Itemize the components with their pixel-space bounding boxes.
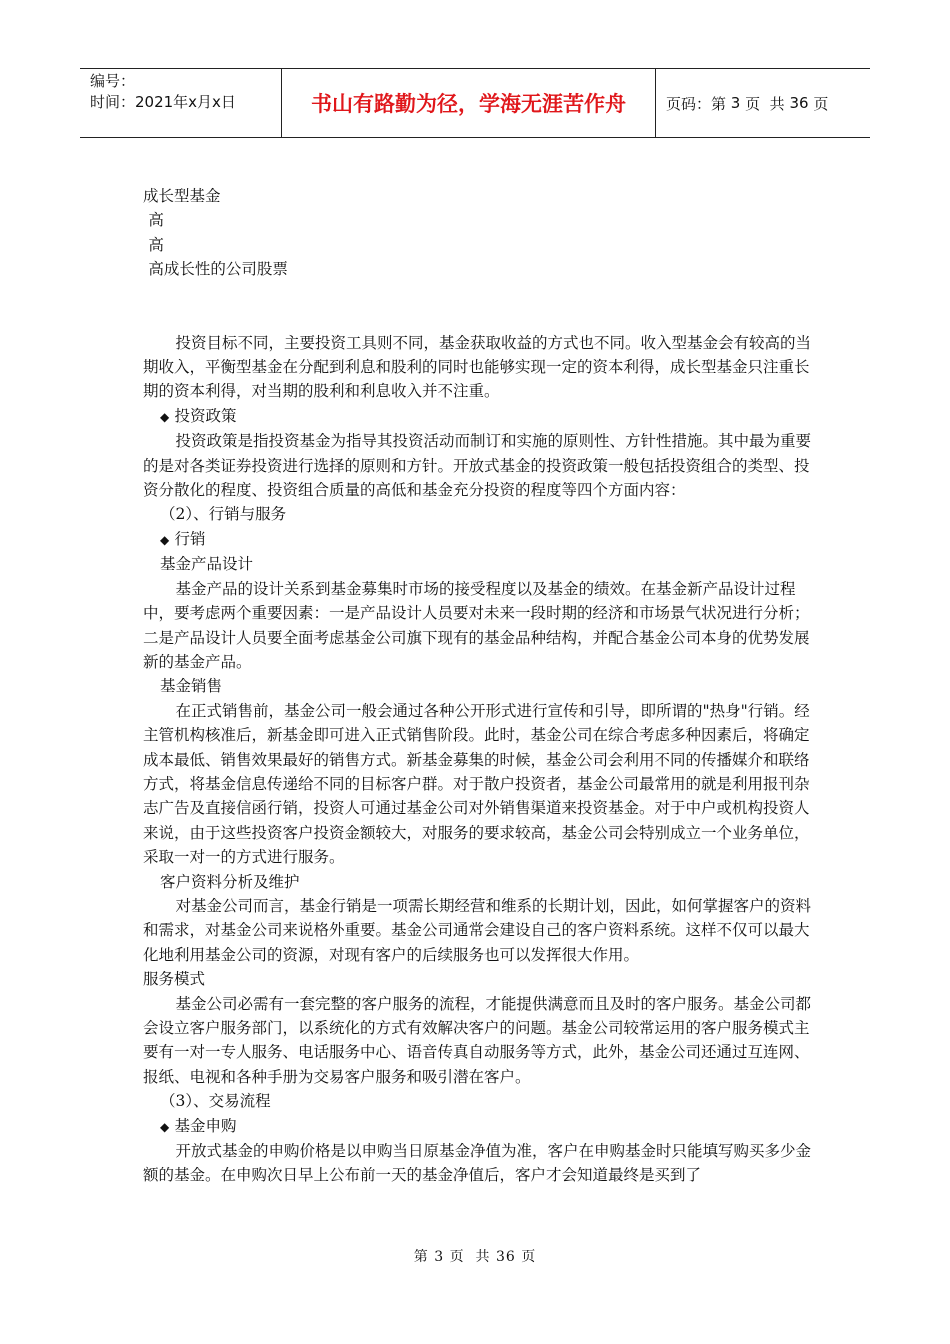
bullet-heading: ◆ 投资政策 [143, 404, 813, 429]
spacer [143, 282, 813, 331]
header-page-number [656, 69, 870, 137]
header-motto: 书山有路勤为径，学海无涯苦作舟 [282, 69, 656, 137]
subheading: 服务模式 [143, 970, 206, 989]
diamond-bullet-icon: ◆ [160, 1119, 170, 1134]
bullet-heading: ◆ 基金申购 [143, 1114, 813, 1139]
diamond-bullet-icon: ◆ [160, 409, 170, 424]
bullet-heading: ◆ 行销 [143, 527, 813, 552]
document-body [143, 184, 813, 1188]
paragraph: 投资目标不同，主要投资工具则不同，基金获取收益的方式也不同。收入型基金会有较高的当期收入，平衡型基金在分配到利息和股利的同时也能够实现一定的资本利得，成长型基金只注重长期的资本利得，对当期的股利和利息收入并不注重。 [143, 333, 812, 401]
page-middle: 页 共 [745, 94, 785, 113]
subheading: 基金销售 [160, 677, 223, 696]
page-prefix: 页码：第 [666, 94, 727, 113]
diamond-bullet-icon: ◆ [160, 532, 170, 547]
section-heading: （3）、交易流程 [160, 1092, 271, 1111]
page-total: 36 [789, 94, 809, 112]
paragraph: 在正式销售前，基金公司一般会通过各种公开形式进行宣传和引导，即所谓的"热身"行销。经主管机构核准后，新基金即可进入正式销售阶段。此时，基金公司在综合考虑多种因素后，将确定成本最低、销售效果最好的销售方式。新基金募集的时候，基金公司会利用不同的传播媒介和联络方式，将基金信息传递给不同的目标客户群。对于散户投资者，基金公司最常用的就是利用报刊杂志广告及直接信函行销，投资人可通过基金公司对外销售渠道来投资基金。对于中户或机构投资人来说，由于这些投资客户投资金额较大，对服务的要求较高，基金公司会特别成立一个业务单位，采取一对一的方式进行服务。 [143, 701, 810, 867]
section-heading: （2）、行销与服务 [160, 505, 287, 524]
paragraph: 基金公司必需有一套完整的客户服务的流程，才能提供满意而且及时的客户服务。基金公司都会设立客户服务部门，以系统化的方式有效解决客户的问题。基金公司较常运用的客户服务模式主要有一对一专人服务、电话服务中心、语音传真自动服务等方式，此外，基金公司还通过互连网、报纸、电视和各种手册为交易客户服务和吸引潜在客户。 [143, 994, 812, 1086]
document-date: 时间：2021年x月x日 [90, 93, 236, 111]
header-meta [80, 69, 282, 137]
footer-total: 36 [495, 1249, 516, 1265]
paragraph: 对基金公司而言，基金行销是一项需长期经营和维系的长期计划，因此，如何掌握客户的资料和需求，对基金公司来说格外重要。基金公司通常会建设自己的客户资料系统。这样不仅可以最大化地利用基金公司的资源，对现有客户的后续服务也可以发挥很大作用。 [143, 896, 812, 964]
subheading: 基金产品设计 [160, 555, 254, 574]
table-tail-cell: 高 [148, 235, 164, 254]
footer-suffix: 页 [521, 1249, 537, 1265]
footer-middle: 页 共 [449, 1249, 491, 1265]
subheading: 客户资料分析及维护 [160, 872, 300, 891]
table-tail-cell: 高成长性的公司股票 [148, 260, 288, 279]
footer-prefix: 第 [413, 1249, 429, 1265]
paragraph: 开放式基金的申购价格是以申购当日原基金净值为准，客户在申购基金时只能填写购买多少金额的基金。在申购次日早上公布前一天的基金净值后，客户才会知道最终是买到了 [143, 1142, 812, 1185]
page-header [80, 68, 870, 138]
document-code-label: 编号： [90, 72, 136, 90]
footer-current: 3 [434, 1249, 445, 1265]
page-current: 3 [730, 94, 741, 112]
paragraph: 基金产品的设计关系到基金募集时市场的接受程度以及基金的绩效。在基金新产品设计过程中，要考虑两个重要因素：一是产品设计人员要对未来一段时期的经济和市场景气状况进行分析；二是产品设计人员要全面考虑基金公司旗下现有的基金品种结构，并配合基金公司本身的优势发展新的基金产品。 [143, 579, 810, 671]
page-footer [0, 1246, 950, 1266]
paragraph: 投资政策是指投资基金为指导其投资活动而制订和实施的原则性、方针性措施。其中最为重要的是对各类证券投资进行选择的原则和方针。开放式基金的投资政策一般包括投资组合的类型、投资分散化的程度、投资组合质量的高低和基金充分投资的程度等四个方面内容： [143, 432, 812, 500]
table-tail-cell: 成长型基金 [143, 187, 221, 205]
table-tail-cell: 高 [148, 211, 164, 230]
page-suffix: 页 [813, 94, 829, 113]
